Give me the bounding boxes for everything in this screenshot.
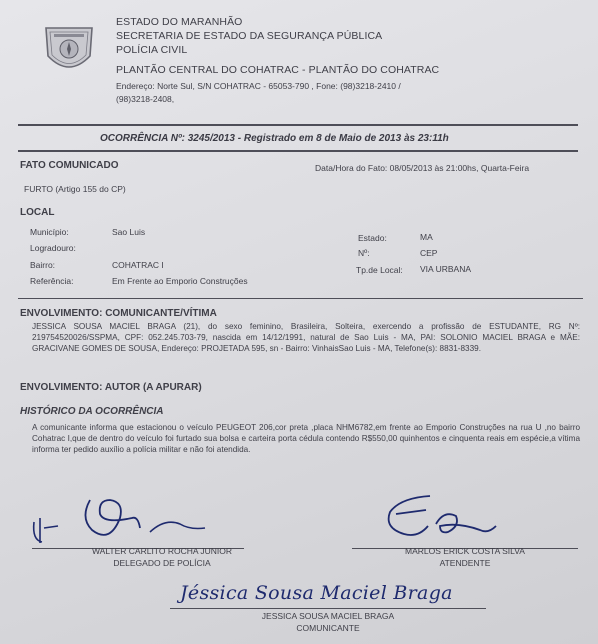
fato-heading: FATO COMUNICADO bbox=[20, 160, 119, 171]
header-state: ESTADO DO MARANHÃO bbox=[116, 16, 243, 28]
atendente-name: MARLOS ERICK COSTA SILVA bbox=[405, 546, 525, 556]
estado-value: MA bbox=[420, 232, 433, 242]
comunicante-line bbox=[170, 608, 486, 609]
tipo-local-label: Tp.de Local: bbox=[356, 265, 403, 275]
header-address: Endereço: Norte Sul, S/N COHATRAC - 65053-790 , Fone: (98)3218-2410 / bbox=[116, 81, 401, 91]
municipio-value: Sao Luis bbox=[112, 227, 146, 237]
delegado-role: DELEGADO DE POLÍCIA bbox=[113, 558, 211, 568]
delegado-signature bbox=[20, 488, 220, 550]
comunicante-heading: ENVOLVIMENTO: COMUNICANTE/VÍTIMA bbox=[20, 308, 217, 319]
header-secretaria: SECRETARIA DE ESTADO DA SEGURANÇA PÚBLICA bbox=[116, 30, 383, 42]
historico-text: A comunicante informa que estacionou o veículo PEUGEOT 206,cor preta ,placa NHM6782,em frente ao Emporio Construções na rua U ,no bairro Cohatrac I,que de dentro do veículo foi furtado sua bolsa e carteira porta cédula contendo R$550,00 quinhentos e cinquenta reais em espécie,a vítima informa ter pedido auxílio a polícia militar e não foi atendida. bbox=[32, 423, 580, 454]
occurrence-title: OCORRÊNCIA Nº: 3245/2013 - Registrado em 8 de Maio de 2013 às 23:11h bbox=[100, 133, 449, 144]
header-policia: POLÍCIA CIVIL bbox=[116, 44, 188, 56]
tipo-local-value: VIA URBANA bbox=[420, 264, 472, 274]
bairro-value: COHATRAC I bbox=[112, 260, 164, 270]
cep-label: CEP bbox=[420, 248, 438, 258]
autor-heading: ENVOLVIMENTO: AUTOR (A APURAR) bbox=[20, 382, 202, 393]
comunicante-details: JESSICA SOUSA MACIEL BRAGA (21), do sexo feminino, Brasileira, Solteira, exercendo a profissão de ESTUDANTE, RG Nº: 219754520026/SSPMA, CPF: 052.245.703-79, nascida em 14/12/1991, natural de Sao Luis - MA, PAI: SOLONIO MACIEL BRAGA e MÃE: GRACIVANE GOMES DE SOUSA, Endereço: PROJETADA 595, sn - Bairro: VinhaisSao Luis - MA, Telefone(s): 8831-8339. bbox=[32, 322, 580, 353]
header-plantao: PLANTÃO CENTRAL DO COHATRAC - PLANTÃO DO COHATRAC bbox=[116, 64, 440, 76]
rule-top bbox=[18, 124, 578, 126]
logradouro-label: Logradouro: bbox=[30, 243, 76, 253]
rule-bottom bbox=[18, 150, 578, 152]
numero-label: Nº: bbox=[358, 248, 370, 258]
estado-label: Estado: bbox=[358, 233, 387, 243]
comunicante-role: COMUNICANTE bbox=[296, 623, 360, 633]
local-heading: LOCAL bbox=[20, 207, 55, 218]
fato-datetime: Data/Hora do Fato: 08/05/2013 às 21:00hs, Quarta-Feira bbox=[315, 163, 530, 173]
municipio-label: Município: bbox=[30, 227, 69, 237]
atendente-role: ATENDENTE bbox=[439, 558, 491, 568]
rule-local bbox=[18, 298, 583, 299]
fato-value: FURTO (Artigo 155 do CP) bbox=[24, 184, 126, 194]
header-phone: (98)3218-2408, bbox=[116, 94, 175, 104]
police-seal-icon bbox=[40, 22, 98, 78]
atendente-signature bbox=[370, 486, 520, 550]
bairro-label: Bairro: bbox=[30, 260, 56, 270]
historico-heading: HISTÓRICO DA OCORRÊNCIA bbox=[20, 406, 164, 417]
referencia-label: Referência: bbox=[30, 276, 74, 286]
delegado-name: WALTER CARLITO ROCHA JUNIOR bbox=[91, 546, 233, 556]
comunicante-name: JESSICA SOUSA MACIEL BRAGA bbox=[261, 611, 395, 621]
comunicante-handwritten-signature: Jéssica Sousa Maciel Braga bbox=[180, 582, 453, 604]
referencia-value: Em Frente ao Emporio Construções bbox=[112, 276, 248, 286]
